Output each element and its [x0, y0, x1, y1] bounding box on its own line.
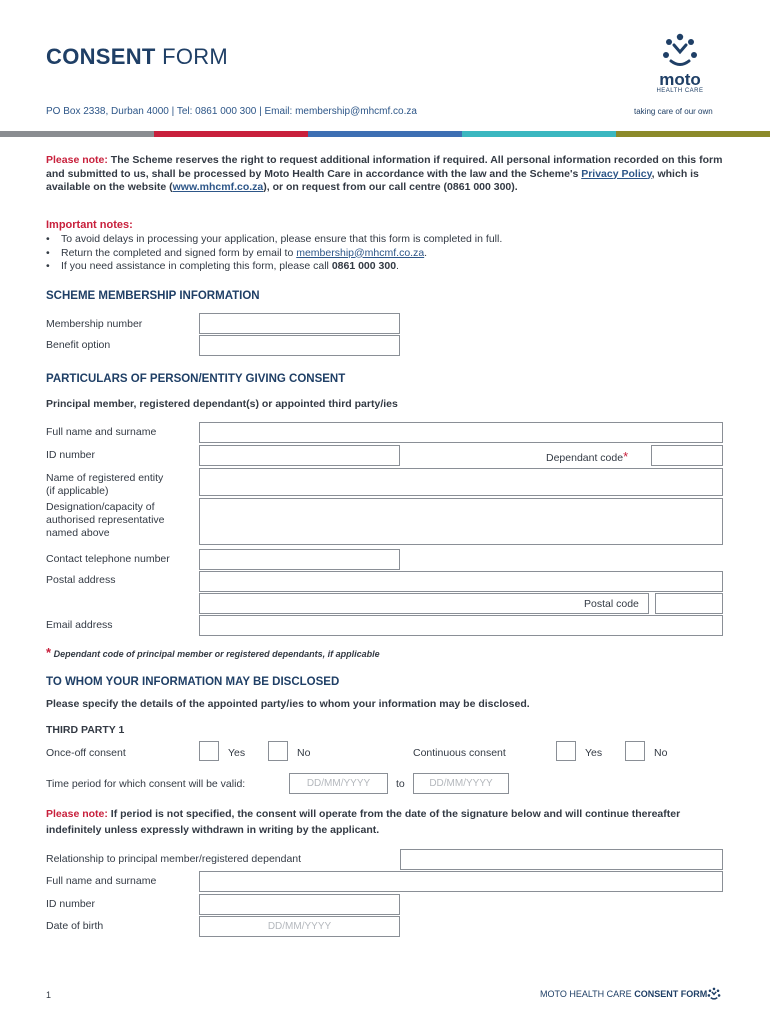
color-bar-segment	[154, 131, 308, 137]
logo-sub: HEALTH CARE	[656, 88, 704, 94]
continuous-yes-label: Yes	[585, 747, 603, 759]
footer-brand	[540, 989, 707, 999]
third-party-title: THIRD PARTY 1	[46, 724, 125, 736]
footnote-text: Dependant code of principal member or registered dependants, if applicable	[53, 649, 380, 659]
designation-label-line: authorised representative	[46, 514, 165, 526]
color-bar-segment	[308, 131, 462, 137]
period-start-date-field[interactable]: DD/MM/YYYY	[289, 773, 388, 794]
bullet-item	[46, 260, 502, 274]
bullet-text: .	[424, 246, 428, 259]
entity-label-line: Name of registered entity	[46, 472, 164, 484]
disclosed-section-title: TO WHOM YOUR INFORMATION MAY BE DISCLOSED	[46, 676, 340, 688]
telephone-label: Contact telephone number	[46, 553, 170, 565]
bullet-text: If you need assistance in completing this form, please call	[61, 260, 332, 272]
designation-field[interactable]	[199, 498, 723, 545]
continuous-yes-checkbox[interactable]	[556, 741, 576, 761]
note-text-2: , which is available on the website (	[46, 167, 699, 193]
color-bar-segment	[616, 131, 770, 137]
continuous-label: Continuous consent	[413, 747, 506, 759]
relationship-field[interactable]	[400, 849, 723, 870]
dependant-footnote	[46, 645, 380, 660]
bullet-text: .	[396, 260, 399, 272]
tp-id-number-field[interactable]	[199, 894, 400, 915]
color-bar	[0, 131, 770, 137]
tp-dob-field[interactable]: DD/MM/YYYY	[199, 916, 400, 937]
page-number: 1	[46, 990, 52, 1000]
tp-full-name-field[interactable]	[199, 871, 723, 892]
page-title	[46, 44, 228, 70]
footer-brand-bold: CONSENT FORM	[634, 989, 708, 999]
once-off-yes-label: Yes	[228, 747, 246, 759]
designation-label-line: named above	[46, 527, 110, 539]
tp-full-name-label: Full name and surname	[46, 875, 157, 887]
time-period-label: Time period for which consent will be valid:	[46, 778, 246, 790]
tagline: taking care of our own	[634, 107, 713, 116]
telephone-field[interactable]	[199, 549, 400, 570]
to-label: to	[396, 778, 405, 790]
relationship-label: Relationship to principal member/registered dependant	[46, 853, 302, 865]
postal-code-label: Postal code	[584, 598, 639, 610]
note-text-3: ), or on request from our call centre (0861 000 300).	[263, 181, 518, 193]
privacy-policy-link[interactable]: Privacy Policy	[581, 167, 652, 180]
entity-label-line: (if applicable)	[46, 485, 109, 497]
important-notes-title: Important notes:	[46, 219, 133, 231]
please-note-paragraph	[46, 154, 726, 195]
postal-address-label: Postal address	[46, 574, 116, 586]
title-bold: CONSENT	[46, 44, 156, 69]
moto-logo	[632, 32, 728, 94]
designation-label-line: Designation/capacity of	[46, 501, 155, 513]
tp-id-number-label: ID number	[46, 898, 96, 910]
color-bar-segment	[462, 131, 616, 137]
postal-address-field-1[interactable]	[199, 571, 723, 592]
continuous-no-label: No	[654, 747, 668, 759]
bullet-item	[46, 233, 502, 247]
asterisk: *	[623, 449, 629, 464]
important-notes-list	[46, 233, 502, 274]
period-note-text: If period is not specified, the consent will operate from the date of the signature below and will continue thereafter indefinitely unless expressly withdrawn in writing by the applicant.	[46, 808, 681, 836]
dependant-code-text: Dependant code	[546, 452, 624, 464]
footnote-asterisk: *	[46, 645, 52, 660]
footer-brand-light: MOTO HEALTH CARE	[540, 989, 632, 999]
contact-line: PO Box 2338, Durban 4000 | Tel: 0861 000 300 | Email: membership@mhcmf.co.za	[46, 106, 417, 117]
dependant-code-field[interactable]	[651, 445, 723, 466]
note-text-1: The Scheme reserves the right to request additional information if required. All personal information recorded on this form and submitted to us, shall be processed by Moto Health Care in accordance with the law and the Scheme's	[46, 154, 723, 180]
website-link[interactable]: www.mhcmf.co.za	[172, 181, 264, 193]
footer-logo-icon	[706, 987, 722, 1001]
logo-people-icon	[658, 32, 702, 70]
bullet-item	[46, 247, 502, 261]
logo-name: moto	[659, 70, 701, 89]
postal-address-field-2[interactable]	[199, 593, 649, 614]
bullet-text: Return the completed and signed form by email to	[61, 246, 297, 259]
designation-label	[46, 501, 165, 540]
particulars-section-title: PARTICULARS OF PERSON/ENTITY GIVING CONSENT	[46, 373, 346, 385]
id-number-label: ID number	[46, 449, 96, 461]
dependant-code-label	[546, 450, 628, 465]
postal-code-field[interactable]	[655, 593, 723, 614]
once-off-yes-checkbox[interactable]	[199, 741, 219, 761]
once-off-no-checkbox[interactable]	[268, 741, 288, 761]
period-end-date-field[interactable]: DD/MM/YYYY	[413, 773, 509, 794]
entity-name-field[interactable]	[199, 468, 723, 496]
period-note-label: Please note:	[46, 808, 108, 820]
bullet-text: To avoid delays in processing your application, please ensure that this form is completed in full.	[61, 233, 503, 245]
membership-email-link[interactable]: membership@mhcmf.co.za	[296, 246, 425, 259]
entity-label	[46, 472, 163, 498]
email-field[interactable]	[199, 615, 723, 636]
membership-number-label: Membership number	[46, 318, 143, 330]
call-centre-number: 0861 000 300	[331, 260, 397, 272]
once-off-no-label: No	[297, 747, 311, 759]
please-note-label: Please note:	[46, 154, 108, 166]
scheme-section-title: SCHEME MEMBERSHIP INFORMATION	[46, 290, 260, 302]
title-rest: FORM	[162, 44, 229, 69]
continuous-no-checkbox[interactable]	[625, 741, 645, 761]
once-off-label: Once-off consent	[46, 747, 126, 759]
color-bar-segment	[0, 131, 154, 137]
membership-number-field[interactable]	[199, 313, 400, 334]
benefit-option-label: Benefit option	[46, 339, 111, 351]
benefit-option-field[interactable]	[199, 335, 400, 356]
id-number-field[interactable]	[199, 445, 400, 466]
full-name-field[interactable]	[199, 422, 723, 443]
period-note	[46, 806, 736, 838]
email-label: Email address	[46, 619, 113, 631]
tp-dob-label: Date of birth	[46, 920, 104, 932]
disclosed-subtitle: Please specify the details of the appointed party/ies to whom your information may be disclosed.	[46, 698, 530, 710]
particulars-subtitle: Principal member, registered dependant(s) or appointed third party/ies	[46, 398, 398, 410]
full-name-label: Full name and surname	[46, 426, 157, 438]
